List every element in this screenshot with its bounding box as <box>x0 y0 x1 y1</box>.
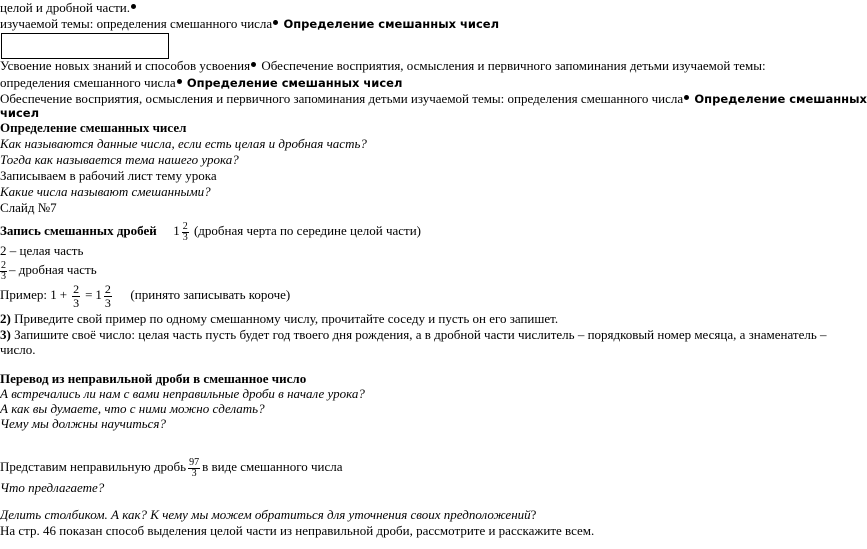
text-span: изучаемой темы: определения смешанного числа <box>0 16 273 31</box>
bullet-dot-icon <box>131 4 136 9</box>
text-line: На стр. 46 показан способ выделения целой части из неправильной дроби, рассмотрите и расскажите всем. <box>0 523 595 538</box>
text-span: Приведите свой пример по одному смешанному числу, прочитайте соседу и пусть он его запишет. <box>10 311 559 326</box>
fraction <box>104 283 112 310</box>
bold-heading: чисел <box>0 106 39 120</box>
text-span: Усвоение новых знаний и способов усвоения <box>0 58 251 73</box>
text-span: определения смешанного числа <box>0 75 176 90</box>
section-heading: Определение смешанных чисел <box>0 120 187 135</box>
question-text: Тогда как называется тема нашего урока? <box>0 152 239 167</box>
text-line: 2 – целая часть <box>0 243 84 258</box>
denominator: 3 <box>73 295 80 310</box>
text-line <box>0 75 402 91</box>
text-span: в виде смешанного числа <box>202 459 343 474</box>
numerator: 2 <box>1 259 6 271</box>
question-text: Делить столбиком. А как? К чему мы можем обратиться для уточнения своих предположений <box>0 507 531 522</box>
bold-heading: Определение смешанных чисел <box>186 76 403 90</box>
denominator: 3 <box>104 295 111 310</box>
bullet-dot-icon <box>684 95 689 100</box>
question-text: А как вы думаете, что с ними можно сделать? <box>0 401 265 416</box>
question-text: Какие числа называют смешанными? <box>0 184 211 199</box>
text-line <box>0 218 421 244</box>
denominator: 3 <box>182 231 188 243</box>
text-span: Запишите своё число: целая часть пусть будет год твоего дня рождения, а в дробной части числитель – порядковый номер месяца, а знаменатель – <box>10 327 827 342</box>
text-line: число. <box>0 342 36 357</box>
text-line: Записываем в рабочий лист тему урока <box>0 168 217 183</box>
math-operator: = <box>85 287 93 302</box>
denominator: 3 <box>191 467 197 479</box>
fraction <box>0 261 7 282</box>
numerator: 2 <box>104 281 111 296</box>
text-line <box>0 105 39 121</box>
item-number: 2) <box>0 311 11 326</box>
text-line <box>0 454 342 480</box>
bullet-dot-icon <box>251 62 256 67</box>
text-line <box>0 280 290 310</box>
math-term: 1 <box>50 287 57 302</box>
text-span: Обеспечение восприятия, осмысления и первичного запоминания детьми изучаемой темы: определения смешанного числа <box>0 91 684 106</box>
text-span: – дробная часть <box>9 262 97 277</box>
fraction <box>188 458 200 479</box>
text-span: Обеспечение восприятия, осмысления и первичного запоминания детьми изучаемой темы: <box>261 58 766 73</box>
numerator: 2 <box>73 281 80 296</box>
mixed-whole: 1 <box>173 223 180 238</box>
text-line <box>0 258 97 282</box>
question-text: Как называются данные числа, если есть целая и дробная часть? <box>0 136 367 151</box>
numerator: 2 <box>182 220 188 232</box>
text-line <box>0 16 499 32</box>
fraction <box>72 283 80 310</box>
bold-heading: Определение смешанных <box>694 92 867 106</box>
mixed-whole: 1 <box>95 287 102 302</box>
item-number: 3) <box>0 327 11 342</box>
text-span: (дробная черта по середине целой части) <box>193 223 421 238</box>
text-span: (принято записывать короче) <box>130 287 291 302</box>
bold-heading: Определение смешанных чисел <box>283 17 500 31</box>
text-span: целой и дробной части. <box>0 0 130 15</box>
text-line <box>0 311 558 327</box>
text-line <box>0 0 138 16</box>
text-span: Представим неправильную дробь <box>0 459 187 474</box>
question-text: А встречались ли нам с вами неправильные дроби в начале урока? <box>0 386 365 401</box>
text-line <box>0 507 536 523</box>
numerator: 97 <box>189 456 200 468</box>
text-line <box>0 327 827 343</box>
text-span: ? <box>530 507 537 522</box>
math-operator: + <box>59 287 68 302</box>
bullet-dot-icon <box>273 20 278 25</box>
text-line <box>0 91 867 107</box>
text-line <box>0 58 766 74</box>
question-text: Что предлагаете? <box>0 480 105 495</box>
bullet-dot-icon <box>177 79 182 84</box>
section-heading: Запись смешанных дробей <box>0 223 157 238</box>
question-text: Чему мы должны научиться? <box>0 416 166 431</box>
fraction <box>182 222 189 243</box>
text-span: Пример: <box>0 287 47 302</box>
denominator: 3 <box>1 270 6 282</box>
empty-frame <box>1 33 169 59</box>
section-heading: Перевод из неправильной дроби в смешанное число <box>0 371 307 386</box>
slide-label: Слайд №7 <box>0 200 57 215</box>
